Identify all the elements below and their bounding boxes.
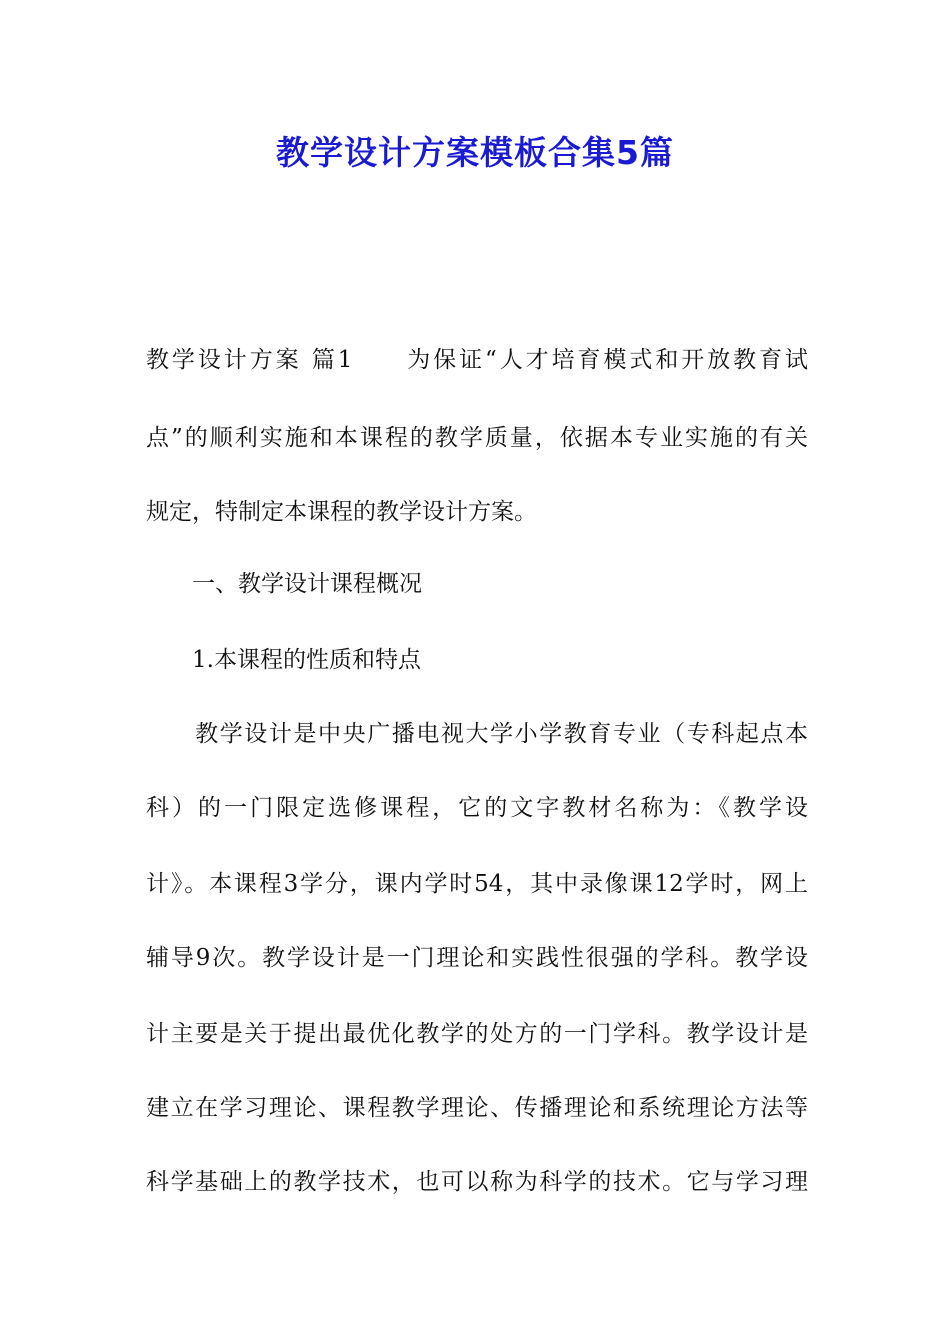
body-line-7: 科）的一门限定选修课程，它的文字教材名称为：《教学设 — [146, 795, 808, 821]
document-title: 教学设计方案模板合集5篇 — [276, 133, 674, 172]
body-line-9: 辅导9次。教学设计是一门理论和实践性很强的学科。教学设 — [146, 945, 808, 971]
body-line-3: 规定，特制定本课程的教学设计方案。 — [146, 499, 537, 525]
body-line-10: 计主要是关于提出最优化教学的处方的一门学科。教学设计是 — [146, 1021, 808, 1047]
body-line-8: 计》。本课程3学分，课内学时54，其中录像课12学时，网上 — [146, 871, 808, 897]
section-heading-1: 一、教学设计课程概况 — [146, 571, 422, 597]
subsection-heading-1: 1.本课程的性质和特点 — [146, 647, 421, 673]
body-line-2: 点”的顺利实施和本课程的教学质量，依据本专业实施的有关 — [146, 425, 808, 451]
body-line-12: 科学基础上的教学技术，也可以称为科学的技术。它与学习理 — [146, 1169, 808, 1195]
body-line-6: 教学设计是中央广播电视大学小学教育专业（专科起点本 — [146, 721, 808, 747]
body-line-11: 建立在学习理论、课程教学理论、传播理论和系统理论方法等 — [146, 1095, 808, 1121]
body-line-1: 教学设计方案 篇1 为保证“人才培育模式和开放教育试 — [146, 347, 808, 373]
